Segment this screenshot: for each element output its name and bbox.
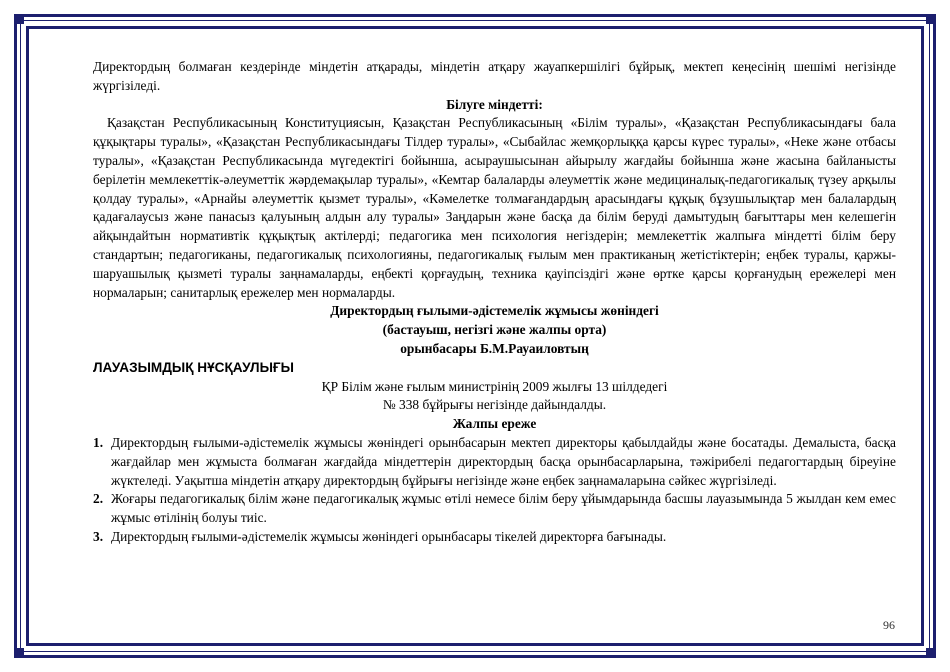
title-line-3: орынбасары Б.М.Рауаиловтың (400, 340, 589, 356)
general-heading: Жалпы ереже (452, 416, 537, 432)
list-item (93, 528, 896, 547)
border-corner-bottom-left (14, 648, 24, 658)
rules-list (93, 434, 896, 547)
document-title: ЛАУАЗЫМДЫҚ НҰСҚАУЛЫҒЫ (93, 359, 294, 375)
page-number: 96 (883, 618, 895, 632)
intro-paragraph: Директордың болмаған кездерінде міндетін атқарады, міндетін атқару жауапкершілігі бұйрық, мектеп кеңесінің шешімі негізінде жүргізіледі. (93, 59, 896, 93)
list-item (93, 490, 896, 528)
border-corner-top-right (926, 14, 936, 24)
title-line-5: ҚР Білім және ғылым министрінің 2009 жылғы 13 шілдедегі (321, 378, 668, 394)
border-corner-bottom-right (926, 648, 936, 658)
rule-number: 2. (93, 491, 104, 507)
border-corner-top-left (14, 14, 24, 24)
rule-text: Жоғары педагогикалық білім және педагогикалық жұмыс өтілі немесе білім беру ұйымдарында басшы лауазымында 5 жылдан кем емес жұмыс өтілінің болуы тиіс. (111, 491, 896, 526)
title-block (93, 302, 896, 415)
document-body (93, 58, 896, 547)
title-line-2: (бастауыш, негізгі және жалпы орта) (382, 322, 607, 338)
rule-text: Директордың ғылыми-әдістемелік жұмысы жөніндегі орынбасары тікелей директорға бағынады. (111, 528, 667, 544)
rule-number: 1. (93, 434, 104, 450)
title-line-1: Директордың ғылыми-әдістемелік жұмысы жөніндегі (330, 303, 659, 319)
must-know-heading: Білуге міндетті: (446, 96, 543, 112)
rule-text: Директордың ғылыми-әдістемелік жұмысы жөніндегі орынбасарын мектеп директоры қабылдайды және босатады. Демалыста, басқа жағдайлар мен жұмыста болмаған жағдайда міндеттерін директордың басқа орынбасарларына, тәжірибелі педагогтардың біреуіне жүктеледі. Уақытша міндетін атқару директордың бұйрығы негізінде және еңбек заңнамаларына сәйкес жүргізіледі. (111, 434, 896, 488)
must-know-paragraph: Қазақстан Республикасының Конституциясын, Қазақстан Республикасының «Білім туралы», «Қазақстан Республикасындағы бала құқықтары туралы», «Қазақстан Республикасындағы Тілдер туралы», «Сыбайлас жемқорлыққа қарсы күрес туралы», «Неке және отбасы туралы», «Қазақстан Республикасында мүгедектігі бойынша, асыраушысынан айырылу жағдайы бойынша және жасына байланысты берілетін мемлекеттік-әлеуметтік жәрдемақылар туралы», «Кемтар балаларды әлеуметтік және медициналық-педагогикалық түзеу арқылы қолдау туралы», «Арнайы әлеуметтік қызмет туралы», «Кәмелетке толмағандардың арасындағы құқық бұзушылықтар мен балалардың қадағалаусыз және панасыз қалуының алдын алу туралы» Заңдарын және басқа да білім беруді дамытудың бағыттары мен келешегін айқындайтын нормативтік құқықтық актілерді; педагогика мен психология негіздерін; мемлекеттік жалпыға міндетті білім беру стандартын; педагогиканы, педагогикалық психологияны, педагогикалық ғылым мен практиканың жетістіктерін; еңбек туралы, қаржы-шаруашылық қызметі туралы заңнамаларды, еңбекті қорғаудың, техника қауіпсіздігі және өртке қарсы қорғанудың ережелері мен нормаларын; санитарлық ережелер мен нормаларды. (93, 115, 896, 300)
title-line-6: № 338 бұйрығы негізінде дайындалды. (382, 397, 607, 413)
rule-number: 3. (93, 528, 104, 544)
list-item (93, 434, 896, 490)
